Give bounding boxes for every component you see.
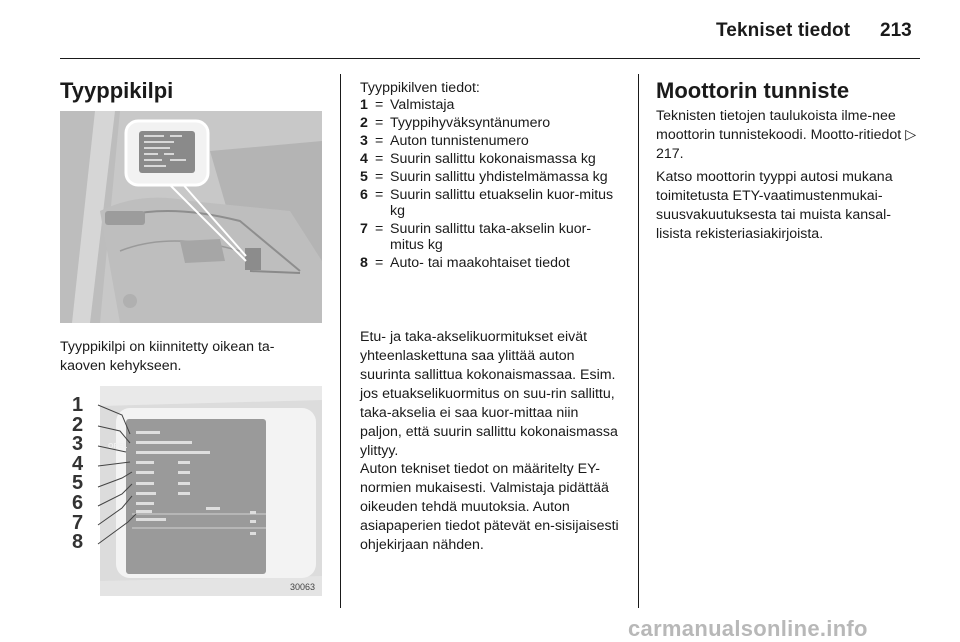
- callout-8: 8: [72, 531, 84, 554]
- list-item-equals: =: [375, 169, 384, 185]
- list-item-equals: =: [375, 133, 384, 149]
- column-divider-right: [638, 74, 639, 608]
- callout-5: 5: [72, 472, 84, 495]
- door-frame-photo: [60, 111, 322, 323]
- list-item-text: Auton tunnistenumero: [390, 133, 529, 149]
- list-item: [360, 115, 622, 131]
- list-item-number: 5: [360, 169, 368, 185]
- axle-load-paragraph: Etu- ja taka-akselikuormitukset eivät yhteenlaskettuna saa ylittää auton suurinta sallittua kokonaismassaa. Esim. jos etuakselikuormitus on suu-rin sallittu, taka-akselia ei saa kuor-mittaa niin paljon, että suurin sallittu kokonaismassa ylittyy.: [360, 329, 618, 459]
- section-heading-tyyppikilpi: Tyyppikilpi: [60, 78, 174, 103]
- list-item: [360, 221, 622, 253]
- watermark: carmanualsonline.info: [628, 616, 868, 641]
- list-item-equals: =: [375, 187, 384, 203]
- engine-code-paragraph: Teknisten tietojen taulukoista ilme-nee moottorin tunnistekoodi. Mootto-ritiedot ▷ 217.: [656, 108, 917, 162]
- callout-1: 1: [72, 394, 84, 416]
- list-item: [360, 187, 622, 219]
- callout-7: 7: [72, 511, 84, 534]
- list-item-number: 8: [360, 255, 368, 271]
- list-item: [360, 169, 622, 185]
- list-item: [360, 151, 622, 167]
- ec-norms-paragraph: Auton tekniset tiedot on määritelty EY-normien mukaisesti. Valmistaja pidättää oikeuden tehdä muutoksia. Auton asiapaperien tiedot pätevät en-sisijaisesti ohjekirjaan nähden.: [360, 461, 619, 553]
- callout-6: 6: [72, 491, 84, 514]
- spec-list-intro: Tyyppikilven tiedot:: [360, 80, 480, 96]
- list-item-equals: =: [375, 115, 384, 131]
- figure-code: 30063: [290, 582, 316, 592]
- list-item-text: Suurin sallittu yhdistelmämassa kg: [390, 169, 608, 185]
- list-item: [360, 97, 622, 113]
- page-number: 213: [880, 20, 912, 41]
- list-item-text: Tyyppihyväksyntänumero: [390, 115, 551, 131]
- callout-4: 4: [72, 452, 84, 475]
- page-header-title: Tekniset tiedot: [716, 20, 851, 41]
- figure-callouts: [72, 396, 98, 553]
- type-plate-illustration: [60, 386, 322, 596]
- plate-location-caption: Tyyppikilpi on kiinnitetty oikean ta-kaoven kehykseen.: [60, 339, 275, 374]
- header-rule: [60, 58, 920, 59]
- list-item-number: 4: [360, 151, 368, 167]
- type-plate-figure: [60, 386, 322, 596]
- list-item-number: 6: [360, 187, 368, 203]
- callout-3: 3: [72, 433, 84, 456]
- engine-type-paragraph: Katso moottorin tyyppi autosi mukana toimitetusta ETY-vaatimustenmukai-suusvakuutuksesta tai muista kansal-lisista rekisteriasiakirjoista.: [656, 169, 893, 242]
- type-plate-spec-list: [360, 97, 622, 273]
- section-heading-moottorin-tunniste: Moottorin tunniste: [656, 78, 850, 103]
- list-item-equals: =: [375, 151, 384, 167]
- list-item-number: 2: [360, 115, 368, 131]
- door-frame-illustration: [60, 111, 322, 323]
- list-item-number: 1: [360, 97, 368, 113]
- list-item-equals: =: [375, 255, 384, 271]
- callout-2: 2: [72, 413, 84, 436]
- list-item-text: Suurin sallittu taka-akselin kuor-mitus kg: [390, 221, 592, 253]
- list-item: [360, 133, 622, 149]
- column-divider-left: [340, 74, 341, 608]
- list-item-equals: =: [375, 97, 384, 113]
- list-item-number: 3: [360, 133, 368, 149]
- list-item-number: 7: [360, 221, 368, 237]
- list-item-equals: =: [375, 221, 384, 237]
- list-item-text: Auto- tai maakohtaiset tiedot: [390, 255, 570, 271]
- list-item-text: Suurin sallittu etuakselin kuor-mitus kg: [390, 187, 614, 219]
- list-item-text: Suurin sallittu kokonaismassa kg: [390, 151, 596, 167]
- list-item: [360, 255, 622, 271]
- plate-brand: OPEL: [108, 443, 128, 450]
- list-item-text: Valmistaja: [390, 97, 455, 113]
